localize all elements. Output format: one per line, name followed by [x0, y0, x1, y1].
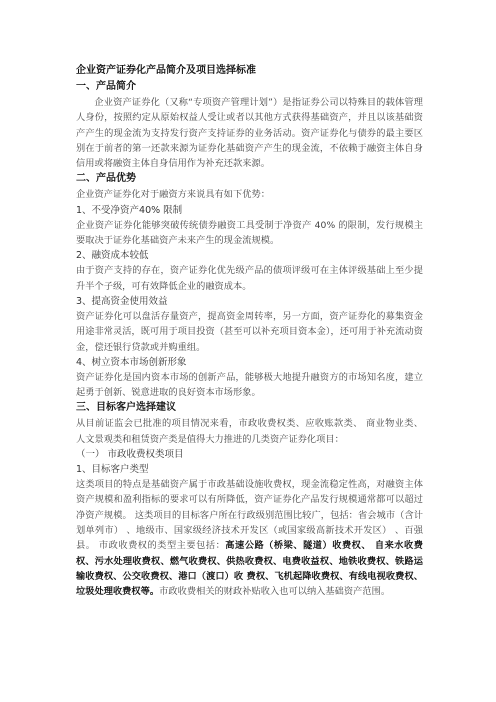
target-client-label: 1、目标客户类型: [76, 464, 149, 476]
advantage-2-label: 2、融资成本较低: [76, 250, 149, 262]
advantage-3-text: 资产证券化可以盘活存量资产，提高资金周转率，另一方面，资产证券化的募集资金用途非常灵活，既可用于项目投资（甚至可以补充项目资本金），还可用于补充流动资金，偿还银行贷款或并购重组。: [76, 310, 423, 353]
document-body: [76, 63, 423, 599]
section-1-paragraph: 企业资产证券化（又称“专项资产管理计划”）是指证券公司以特殊目的载体管理人身份，按照约定从原始权益人受让或者以其他方式获得基础资产，并且以该基础资产产生的现金流为支持发行资产支持证券的业务活动。资产证券化与债券的最主要区别在于前者的第一还款来源为证券化基础资产产生的现金流，不依赖于融资主体自身信用或将融资主体自身信用作为补充还款来源。: [76, 97, 423, 170]
section-3-heading: 三、目标客户选择建议: [76, 402, 176, 414]
target-client-paragraph: [76, 477, 423, 599]
advantage-4-text: 资产证券化是国内资本市场的创新产品，能够极大地提升融资方的市场知名度，建立起勇于创新、锐意进取的良好资本市场形象。: [76, 371, 423, 399]
section-2-heading: 二、产品优势: [76, 173, 136, 185]
fee-types-bold: 高速公路（桥梁、隧道）收费权、 自来水收费权、污水处理收费权、燃气收费权、供热收费权、电费收益权、地铁收费权、铁路运输收费权、公交收费权、港口（渡口）收 费权、飞机起降收费权、有线电视收费权、垃圾处理收费权等。: [76, 540, 423, 598]
advantage-3-label: 3、提高资金使用效益: [76, 295, 168, 307]
fee-subsidy-note: 市政收费相关的财政补贴收入也可以纳入基础资产范围。: [159, 586, 391, 598]
document-title: 企业资产证券化产品简介及项目选择标准: [76, 65, 256, 76]
section-2-intro: 企业资产证券化对于融资方来说具有如下优势：: [76, 189, 270, 201]
section-3-intro: 从目前证监会已批准的项目情况来看，市政收费权类、应收账款类、 商业物业类、 人文景观类和租赁资产类是值得大力推进的几类资产证券化项目：: [76, 418, 423, 445]
advantage-4-label: 4、树立资本市场创新形象: [76, 356, 187, 368]
advantage-2-text: 由于资产支持的存在，资产证券化优先级产品的债项评级可在主体评级基础上至少提升半个子级，可有效降低企业的融资成本。: [76, 265, 423, 292]
subsection-1-heading: （一） 市政收费权类项目: [76, 449, 184, 461]
section-1-heading: 一、产品简介: [76, 81, 136, 92]
target-client-text: 这类项目的特点是基础资产属于市政基础设施收费权，现金流稳定性高，对融资主体资产规模和盈利指标的要求可以有所降低，资产证券化产品发行规模通常都可以超过净资产规模。 这类项目的目标客户所在行政级别范围比较广，包括：省会城市（含计划单列市） 、地级市、国家级经济技术开发区（或国家级高新技术开发区） 、百强县。 市政收费权的类型主要包括：: [76, 479, 423, 552]
advantage-1-label: 1、不受净资产40% 限制: [76, 204, 183, 216]
advantage-1-text: 企业资产证券化能够突破传统债券融资工具受制于净资产 40% 的限制，发行规模主要取决于证券化基础资产未来产生的现金流规模。: [76, 219, 423, 247]
